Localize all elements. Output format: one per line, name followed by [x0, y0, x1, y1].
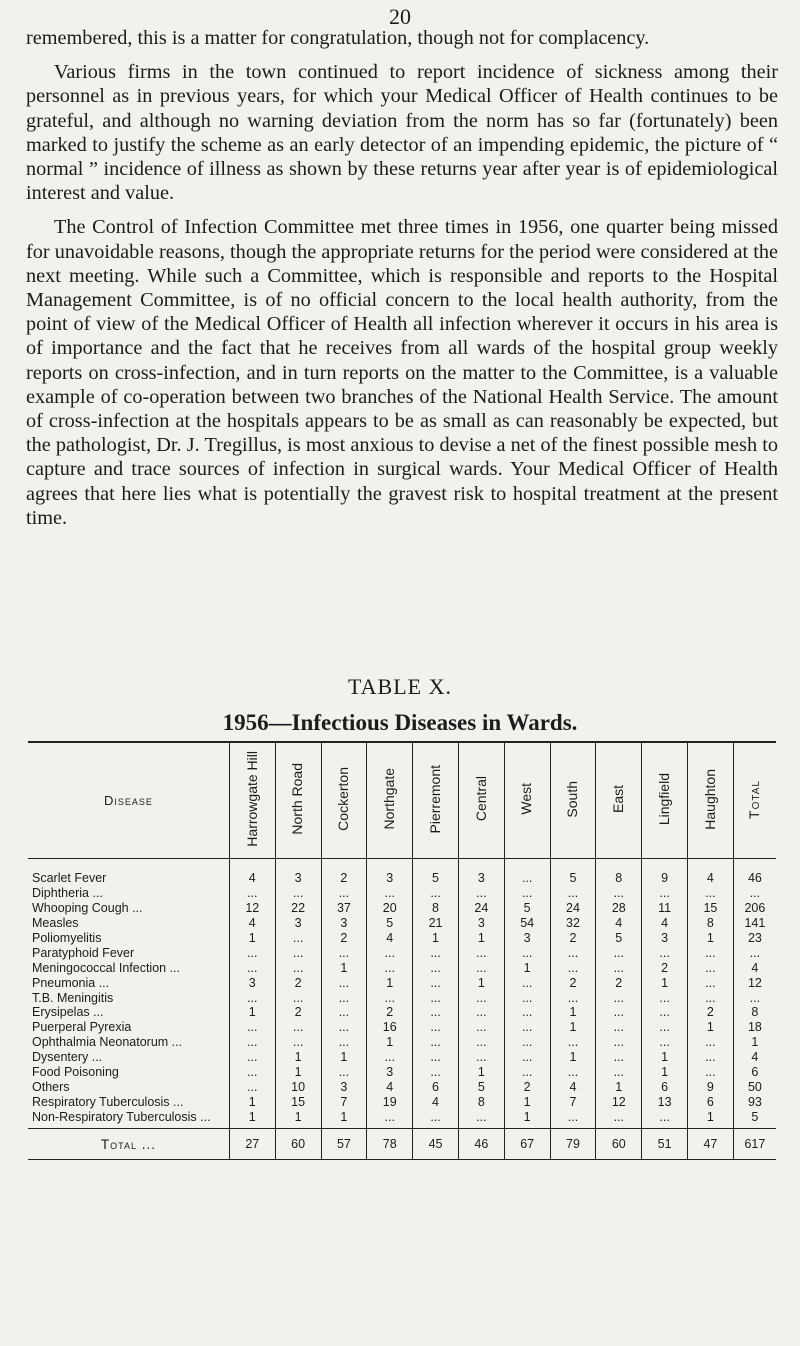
ward-count-cell: 37	[321, 901, 367, 916]
ward-count-cell: ...	[229, 1035, 275, 1050]
ward-count-cell: ...	[458, 886, 504, 901]
row-total-cell: 1	[733, 1035, 776, 1050]
ward-count-cell: ...	[550, 1109, 596, 1128]
ward-count-cell: ...	[321, 1035, 367, 1050]
disease-name-cell: Poliomyelitis	[32, 931, 102, 945]
table-row	[28, 960, 776, 975]
ward-count-cell: ...	[275, 931, 321, 946]
ward-count-cell: 9	[688, 1079, 734, 1094]
ward-count-cell: 3	[367, 1065, 413, 1080]
ward-count-cell: ...	[596, 1020, 642, 1035]
row-total-cell: 206	[733, 901, 776, 916]
ward-total-cell: 47	[688, 1129, 734, 1160]
ward-count-cell: ...	[596, 945, 642, 960]
disease-name-cell: Erysipelas ...	[32, 1005, 104, 1020]
ward-count-cell: ...	[321, 990, 367, 1005]
ward-count-cell: ...	[367, 1050, 413, 1065]
ward-count-cell: 3	[642, 931, 688, 946]
ward-count-cell: ...	[688, 960, 734, 975]
row-total-cell: ...	[733, 990, 776, 1005]
table-total-row	[28, 1129, 776, 1160]
ward-count-cell: 3	[275, 916, 321, 931]
ward-count-cell: ...	[504, 990, 550, 1005]
ward-count-cell: 1	[550, 1020, 596, 1035]
ward-count-cell: ...	[458, 1109, 504, 1128]
ward-count-cell: 1	[642, 1050, 688, 1065]
ward-total-cell: 60	[275, 1129, 321, 1160]
ward-count-cell: 4	[413, 1094, 459, 1109]
table-row	[28, 1065, 776, 1080]
ward-count-cell: 5	[458, 1079, 504, 1094]
ward-count-cell: 5	[596, 931, 642, 946]
ward-count-cell: 1	[367, 1035, 413, 1050]
ward-count-cell: ...	[688, 945, 734, 960]
ward-count-cell: 2	[550, 975, 596, 990]
table-row	[28, 901, 776, 916]
ward-count-cell: 10	[275, 1079, 321, 1094]
column-header-ward: Northgate	[367, 742, 413, 859]
ward-count-cell: ...	[413, 990, 459, 1005]
ward-count-cell: 24	[458, 901, 504, 916]
ward-total-cell: 51	[642, 1129, 688, 1160]
disease-name-cell: Paratyphoid Fever	[32, 945, 135, 960]
disease-name-cell: Ophthalmia Neonatorum ...	[32, 1035, 183, 1050]
ward-count-cell: ...	[642, 1035, 688, 1050]
row-total-cell: 5	[733, 1109, 776, 1128]
ward-count-cell: ...	[275, 886, 321, 901]
ward-count-cell: 6	[413, 1079, 459, 1094]
column-header-ward: North Road	[275, 742, 321, 859]
column-header-ward: Pierremont	[413, 742, 459, 859]
table-row	[28, 886, 776, 901]
ward-count-cell: 1	[688, 1020, 734, 1035]
ward-count-cell: ...	[229, 1020, 275, 1035]
ward-count-cell: ...	[550, 1035, 596, 1050]
ward-count-cell: 21	[413, 916, 459, 931]
ward-count-cell: 1	[504, 1109, 550, 1128]
ward-count-cell: 1	[688, 931, 734, 946]
ward-count-cell: 7	[321, 1094, 367, 1109]
ward-count-cell: 28	[596, 901, 642, 916]
row-total-cell: 50	[733, 1079, 776, 1094]
ward-count-cell: ...	[413, 960, 459, 975]
ward-total-cell: 46	[458, 1129, 504, 1160]
ward-count-cell: 1	[229, 1005, 275, 1020]
disease-name-cell: Whooping Cough ...	[32, 901, 143, 916]
table-title: 1956—Infectious Diseases in Wards.	[222, 710, 578, 735]
ward-count-cell: 3	[458, 859, 504, 886]
ward-count-cell: ...	[275, 1020, 321, 1035]
table-row	[28, 859, 776, 886]
ward-count-cell: 1	[596, 1079, 642, 1094]
ward-count-cell: ...	[413, 1065, 459, 1080]
ward-count-cell: 2	[688, 1005, 734, 1020]
ward-count-cell: ...	[413, 1050, 459, 1065]
ward-total-cell: 67	[504, 1129, 550, 1160]
ward-count-cell: ...	[596, 1035, 642, 1050]
ward-count-cell: 4	[229, 916, 275, 931]
ward-count-cell: 1	[458, 1065, 504, 1080]
ward-count-cell: ...	[642, 945, 688, 960]
ward-count-cell: 5	[550, 859, 596, 886]
ward-count-cell: 5	[413, 859, 459, 886]
row-total-cell: 23	[733, 931, 776, 946]
ward-count-cell: ...	[688, 1065, 734, 1080]
ward-count-cell: ...	[504, 1050, 550, 1065]
disease-name-cell: Non-Respiratory Tuberculosis ...	[32, 1109, 211, 1124]
ward-count-cell: 1	[229, 1094, 275, 1109]
table-row	[28, 1109, 776, 1128]
ward-count-cell: ...	[413, 1005, 459, 1020]
ward-count-cell: ...	[504, 1065, 550, 1080]
ward-total-cell: 27	[229, 1129, 275, 1160]
ward-count-cell: ...	[458, 945, 504, 960]
row-total-cell: 8	[733, 1005, 776, 1020]
table-row	[28, 1020, 776, 1035]
column-header-ward: Harrowgate Hill	[229, 742, 275, 859]
ward-count-cell: 7	[550, 1094, 596, 1109]
table-row	[28, 1050, 776, 1065]
ward-count-cell: ...	[321, 1065, 367, 1080]
ward-count-cell: ...	[229, 990, 275, 1005]
table-row	[28, 1094, 776, 1109]
ward-count-cell: 1	[275, 1109, 321, 1128]
ward-count-cell: 1	[275, 1050, 321, 1065]
ward-count-cell: ...	[458, 1035, 504, 1050]
ward-count-cell: 4	[550, 1079, 596, 1094]
ward-count-cell: ...	[688, 1035, 734, 1050]
grand-total-cell: 617	[733, 1129, 776, 1160]
ward-count-cell: 4	[688, 859, 734, 886]
ward-count-cell: 4	[367, 1079, 413, 1094]
ward-count-cell: ...	[321, 1020, 367, 1035]
ward-count-cell: ...	[504, 1020, 550, 1035]
ward-count-cell: ...	[367, 886, 413, 901]
ward-count-cell: ...	[550, 1065, 596, 1080]
ward-count-cell: 1	[504, 960, 550, 975]
table-row	[28, 931, 776, 946]
ward-count-cell: ...	[504, 945, 550, 960]
ward-count-cell: ...	[458, 960, 504, 975]
row-total-cell: ...	[733, 886, 776, 901]
ward-count-cell: 8	[596, 859, 642, 886]
paragraph-firms: Various firms in the town continued to report incidence of sickness among their personnel as in previous years, for which your Medical Officer of Health continues to be grateful, and although no warning deviation from the norm has so far (fortunately) been marked to justify the scheme as an early detector of an impending epidemic, the picture of “ normal ” incidence of illness as shown by these returns year after year is of epidemiological interest and value.	[26, 61, 778, 205]
column-header-ward: South	[550, 742, 596, 859]
ward-count-cell: 15	[688, 901, 734, 916]
row-total-cell: 4	[733, 960, 776, 975]
ward-count-cell: 2	[642, 960, 688, 975]
ward-count-cell: ...	[504, 1005, 550, 1020]
page-number: 20	[389, 4, 411, 29]
ward-count-cell: 2	[321, 859, 367, 886]
ward-count-cell: 1	[642, 975, 688, 990]
column-header-ward: Haughton	[688, 742, 734, 859]
ward-count-cell: 2	[504, 1079, 550, 1094]
ward-total-cell: 78	[367, 1129, 413, 1160]
ward-count-cell: 4	[642, 916, 688, 931]
table-row	[28, 990, 776, 1005]
ward-count-cell: 16	[367, 1020, 413, 1035]
ward-count-cell: ...	[596, 990, 642, 1005]
ward-count-cell: ...	[321, 975, 367, 990]
ward-count-cell: 2	[275, 975, 321, 990]
ward-count-cell: ...	[413, 1035, 459, 1050]
ward-count-cell: 3	[275, 859, 321, 886]
ward-count-cell: ...	[321, 1005, 367, 1020]
ward-total-cell: 60	[596, 1129, 642, 1160]
ward-total-cell: 57	[321, 1129, 367, 1160]
ward-count-cell: ...	[229, 1050, 275, 1065]
ward-count-cell: ...	[596, 1050, 642, 1065]
ward-count-cell: ...	[458, 1050, 504, 1065]
ward-count-cell: 1	[321, 1109, 367, 1128]
ward-count-cell: 12	[596, 1094, 642, 1109]
ward-count-cell: ...	[367, 945, 413, 960]
ward-count-cell: 1	[367, 975, 413, 990]
ward-count-cell: 1	[504, 1094, 550, 1109]
disease-name-cell: Pneumonia ...	[32, 975, 110, 990]
disease-name-cell: Diphtheria ...	[32, 886, 103, 901]
column-header-ward: East	[596, 742, 642, 859]
disease-name-cell: Measles	[32, 916, 79, 931]
ward-count-cell: 1	[275, 1065, 321, 1080]
ward-count-cell: 8	[458, 1094, 504, 1109]
disease-name-cell: Respiratory Tuberculosis ...	[32, 1094, 184, 1109]
ward-count-cell: 8	[413, 901, 459, 916]
row-total-cell: 141	[733, 916, 776, 931]
ward-count-cell: 5	[367, 916, 413, 931]
ward-count-cell: ...	[688, 975, 734, 990]
ward-count-cell: 3	[458, 916, 504, 931]
ward-count-cell: 1	[229, 1109, 275, 1128]
ward-count-cell: 13	[642, 1094, 688, 1109]
ward-count-cell: 1	[458, 931, 504, 946]
ward-count-cell: 24	[550, 901, 596, 916]
table-row	[28, 975, 776, 990]
table-row	[28, 1005, 776, 1020]
table-label: TABLE X.	[347, 674, 452, 699]
row-total-cell: 4	[733, 1050, 776, 1065]
ward-total-cell: 79	[550, 1129, 596, 1160]
ward-count-cell: 8	[688, 916, 734, 931]
row-total-cell: 12	[733, 975, 776, 990]
ward-count-cell: ...	[367, 1109, 413, 1128]
row-total-cell: 46	[733, 859, 776, 886]
ward-count-cell: ...	[550, 945, 596, 960]
ward-total-cell: 45	[413, 1129, 459, 1160]
ward-count-cell: ...	[504, 975, 550, 990]
ward-count-cell: 5	[504, 901, 550, 916]
ward-count-cell: 6	[688, 1094, 734, 1109]
ward-count-cell: 2	[550, 931, 596, 946]
ward-count-cell: 11	[642, 901, 688, 916]
ward-count-cell: 1	[321, 960, 367, 975]
column-header-ward: Lingfield	[642, 742, 688, 859]
ward-count-cell: 2	[321, 931, 367, 946]
ward-count-cell: 1	[550, 1005, 596, 1020]
ward-count-cell: 4	[596, 916, 642, 931]
infectious-diseases-table	[28, 741, 776, 1160]
table-row	[28, 1035, 776, 1050]
ward-count-cell: 1	[413, 931, 459, 946]
disease-name-cell: Others	[32, 1079, 70, 1094]
disease-name-cell: Dysentery ...	[32, 1050, 103, 1065]
ward-count-cell: 2	[596, 975, 642, 990]
ward-count-cell: ...	[596, 1109, 642, 1128]
ward-count-cell: ...	[229, 1079, 275, 1094]
ward-count-cell: 1	[321, 1050, 367, 1065]
ward-count-cell: 9	[642, 859, 688, 886]
ward-count-cell: 1	[458, 975, 504, 990]
disease-name-cell: Food Poisoning	[32, 1065, 119, 1080]
ward-count-cell: 32	[550, 916, 596, 931]
column-header-total: Total	[733, 742, 776, 859]
table-row	[28, 945, 776, 960]
ward-count-cell: ...	[367, 990, 413, 1005]
ward-count-cell: 4	[367, 931, 413, 946]
ward-count-cell: 3	[321, 1079, 367, 1094]
ward-count-cell: ...	[596, 1005, 642, 1020]
column-header-ward: Central	[458, 742, 504, 859]
ward-count-cell: 3	[367, 859, 413, 886]
ward-count-cell: ...	[229, 960, 275, 975]
ward-count-cell: ...	[229, 1065, 275, 1080]
ward-count-cell: 1	[642, 1065, 688, 1080]
ward-count-cell: ...	[413, 1109, 459, 1128]
column-header-ward: Cockerton	[321, 742, 367, 859]
ward-count-cell: 12	[229, 901, 275, 916]
ward-count-cell: ...	[229, 886, 275, 901]
ward-count-cell: 4	[229, 859, 275, 886]
table-row	[28, 1079, 776, 1094]
ward-count-cell: ...	[688, 1050, 734, 1065]
disease-name-cell: Puerperal Pyrexia	[32, 1020, 132, 1035]
row-total-cell: 6	[733, 1065, 776, 1080]
ward-count-cell: 54	[504, 916, 550, 931]
ward-count-cell: ...	[504, 886, 550, 901]
ward-count-cell: 15	[275, 1094, 321, 1109]
ward-count-cell: ...	[550, 960, 596, 975]
ward-count-cell: ...	[458, 1020, 504, 1035]
row-total-cell: ...	[733, 945, 776, 960]
ward-count-cell: 2	[275, 1005, 321, 1020]
ward-count-cell: ...	[321, 886, 367, 901]
ward-count-cell: ...	[596, 960, 642, 975]
ward-count-cell: ...	[229, 945, 275, 960]
ward-count-cell: ...	[413, 886, 459, 901]
ward-count-cell: ...	[367, 960, 413, 975]
ward-count-cell: 3	[229, 975, 275, 990]
ward-count-cell: 20	[367, 901, 413, 916]
ward-count-cell: ...	[275, 990, 321, 1005]
ward-count-cell: ...	[642, 1109, 688, 1128]
ward-count-cell: 3	[321, 916, 367, 931]
ward-count-cell: ...	[413, 945, 459, 960]
ward-count-cell: 1	[229, 931, 275, 946]
ward-count-cell: ...	[275, 1035, 321, 1050]
ward-count-cell: ...	[642, 1020, 688, 1035]
ward-count-cell: ...	[596, 886, 642, 901]
ward-count-cell: 1	[688, 1109, 734, 1128]
disease-name-cell: Scarlet Fever	[32, 871, 107, 886]
row-total-cell: 93	[733, 1094, 776, 1109]
table-row	[28, 916, 776, 931]
ward-count-cell: ...	[413, 975, 459, 990]
ward-count-cell: ...	[504, 1035, 550, 1050]
ward-count-cell: ...	[275, 960, 321, 975]
column-header-disease: Disease	[28, 742, 229, 859]
ward-count-cell: 19	[367, 1094, 413, 1109]
table-header-row	[28, 742, 776, 859]
ward-count-cell: ...	[596, 1065, 642, 1080]
ward-count-cell: ...	[642, 1005, 688, 1020]
ward-count-cell: 1	[550, 1050, 596, 1065]
ward-count-cell: ...	[458, 990, 504, 1005]
row-total-cell: 18	[733, 1020, 776, 1035]
disease-name-cell: Meningococcal Infection ...	[32, 960, 180, 975]
ward-count-cell: ...	[413, 1020, 459, 1035]
ward-count-cell: ...	[321, 945, 367, 960]
ward-count-cell: ...	[275, 945, 321, 960]
ward-count-cell: ...	[504, 859, 550, 886]
ward-count-cell: ...	[550, 990, 596, 1005]
ward-count-cell: ...	[642, 886, 688, 901]
ward-count-cell: ...	[688, 886, 734, 901]
ward-count-cell: 6	[642, 1079, 688, 1094]
ward-count-cell: ...	[458, 1005, 504, 1020]
paragraph-control-of-infection: The Control of Infection Committee met three times in 1956, one quarter being missed for unavoidable reasons, though the appropriate returns for the period were considered at the next meeting. While such a Committee, which is responsible and reports to the Hospital Management Committee, is of no official concern to the local health authority, from the point of view of the Medical Officer of Health all infection wherever it occurs in his area is of importance and the fact that he receives from all wards of the hospital group weekly reports on cross-infection, and in turn reports on the matter to the Committee, is a valuable example of co-operation between two branches of the National Health Service. The amount of cross-infection at the hospitals appears to be as small as can reasonably be expected, but the pathologist, Dr. J. Tregillus, is most anxious to devise a net of the finest possible mesh to capture and trace sources of infection in surgical wards. Your Medical Officer of Health agrees that here lies what is potentially the gravest risk to hospital treatment at the present time.	[26, 216, 778, 529]
ward-count-cell: ...	[642, 990, 688, 1005]
disease-name-cell: T.B. Meningitis	[32, 990, 114, 1005]
ward-count-cell: ...	[688, 990, 734, 1005]
ward-count-cell: 3	[504, 931, 550, 946]
paragraph-continuation: remembered, this is a matter for congratulation, though not for complacency.	[26, 27, 650, 49]
body-text	[26, 26, 778, 530]
total-label: Total ...	[28, 1129, 229, 1160]
ward-count-cell: 22	[275, 901, 321, 916]
ward-count-cell: 2	[367, 1005, 413, 1020]
column-header-ward: West	[504, 742, 550, 859]
table-body	[28, 859, 776, 1129]
ward-count-cell: ...	[550, 886, 596, 901]
